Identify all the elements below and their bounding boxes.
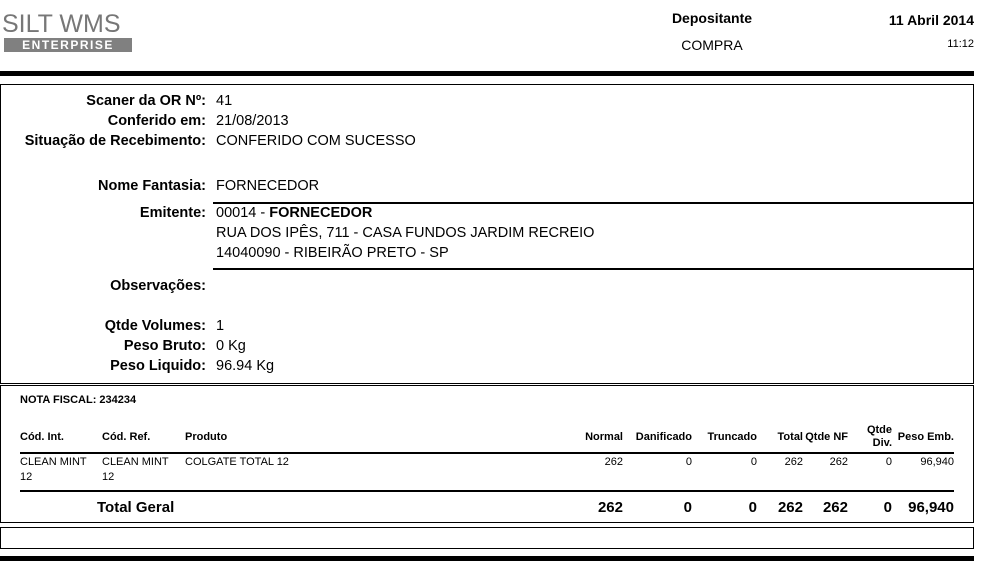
total-total: 262 xyxy=(777,499,803,516)
col-cod-ref: Cód. Ref. xyxy=(102,431,151,443)
depositante-label: Depositante xyxy=(671,10,753,26)
col-danificado: Danificado xyxy=(635,431,692,443)
cell-peso-emb: 96,940 xyxy=(920,456,954,468)
cell-cod-int-line2: 12 xyxy=(20,471,33,483)
col-qtde-div-line1: Qtde xyxy=(866,424,892,436)
conferido-label: Conferido em: xyxy=(107,113,206,129)
cell-qtde-div: 0 xyxy=(885,456,892,468)
total-normal: 262 xyxy=(597,499,623,516)
emitente-address: RUA DOS IPÊS, 711 - CASA FUNDOS JARDIM RECREIO xyxy=(216,225,595,241)
peso-bruto-label: Peso Bruto: xyxy=(123,338,206,354)
nota-fiscal-title: NOTA FISCAL: 234234 xyxy=(20,394,137,406)
emitente-line1 xyxy=(216,204,372,222)
emitente-label: Emitente: xyxy=(139,205,206,221)
emitente-code: 00014 - xyxy=(216,205,270,221)
depositante-value: COMPRA xyxy=(681,37,743,53)
total-label: Total Geral xyxy=(97,499,175,516)
conferido-value: 21/08/2013 xyxy=(216,113,289,129)
emitente-city: 14040090 - RIBEIRÃO PRETO - SP xyxy=(216,245,449,261)
col-qtde-nf: Qtde NF xyxy=(805,431,848,443)
total-qtde-nf: 262 xyxy=(822,499,848,516)
footer-divider xyxy=(0,556,974,561)
col-cod-int: Cód. Int. xyxy=(20,431,64,443)
col-peso-emb: Peso Emb. xyxy=(897,431,954,443)
table-header-rule xyxy=(20,452,954,454)
header-divider xyxy=(0,71,974,76)
col-qtde-div-line2: Div. xyxy=(872,437,892,449)
siltwms-logo xyxy=(2,12,134,54)
scaner-label: Scaner da OR Nº: xyxy=(86,93,206,109)
emitente-name: FORNECEDOR xyxy=(269,205,373,221)
total-peso-emb: 96,940 xyxy=(908,499,954,516)
nota-fiscal-panel xyxy=(0,385,974,523)
cell-cod-ref-line1: CLEAN MINT xyxy=(102,456,169,468)
peso-liquido-value: 96.94 Kg xyxy=(216,358,275,374)
cell-cod-ref xyxy=(102,455,169,485)
col-produto: Produto xyxy=(185,431,228,443)
observacoes-label: Observações: xyxy=(110,278,206,294)
cell-danificado: 0 xyxy=(685,456,692,468)
cell-normal: 262 xyxy=(604,456,623,468)
fantasia-label: Nome Fantasia: xyxy=(98,178,206,194)
cell-qtde-nf: 262 xyxy=(829,456,848,468)
situacao-value: CONFERIDO COM SUCESSO xyxy=(216,133,416,149)
col-total: Total xyxy=(777,431,803,443)
total-truncado: 0 xyxy=(748,499,757,516)
logo-wordmark: SILT WMS xyxy=(2,10,121,38)
total-danificado: 0 xyxy=(683,499,692,516)
report-time: 11:12 xyxy=(947,38,974,50)
receipt-info-panel xyxy=(0,84,974,384)
situacao-label: Situação de Recebimento: xyxy=(24,133,206,149)
scaner-value: 41 xyxy=(216,93,233,109)
footer-panel xyxy=(0,527,974,549)
table-total-rule xyxy=(20,490,954,492)
peso-bruto-value: 0 Kg xyxy=(216,338,246,354)
volumes-label: Qtde Volumes: xyxy=(104,318,206,334)
report-date: 11 Abril 2014 xyxy=(888,12,974,28)
peso-liquido-label: Peso Liquido: xyxy=(110,358,206,374)
cell-produto: COLGATE TOTAL 12 xyxy=(185,456,289,468)
logo-subtitle: ENTERPRISE xyxy=(4,38,132,52)
fantasia-value: FORNECEDOR xyxy=(216,178,320,194)
col-truncado: Truncado xyxy=(707,431,757,443)
volumes-value: 1 xyxy=(216,318,225,334)
cell-truncado: 0 xyxy=(750,456,757,468)
cell-cod-int xyxy=(20,455,87,485)
cell-total: 262 xyxy=(784,456,803,468)
col-qtde-div xyxy=(867,424,892,450)
total-qtde-div: 0 xyxy=(883,499,892,516)
col-normal: Normal xyxy=(585,431,623,443)
cell-cod-int-line1: CLEAN MINT xyxy=(20,456,87,468)
emitente-bottom-rule xyxy=(213,268,973,270)
cell-cod-ref-line2: 12 xyxy=(102,471,115,483)
